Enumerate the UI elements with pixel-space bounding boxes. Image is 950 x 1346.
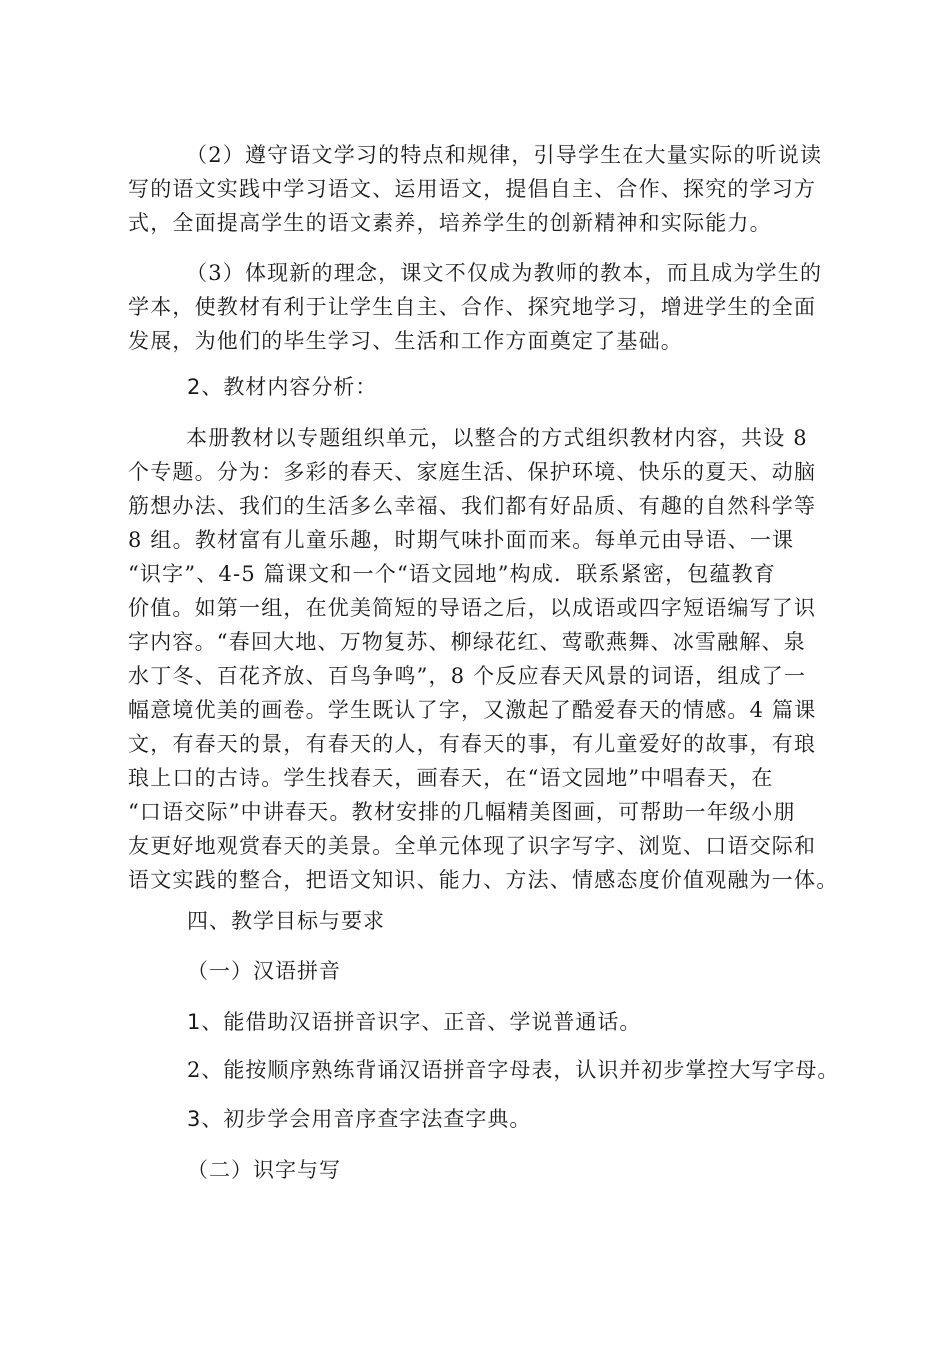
heading-pinyin: （一）汉语拼音 — [187, 959, 341, 983]
text-line: 琅上口的古诗。学生找春天，画春天，在“语文园地”中唱春天，在 — [128, 766, 774, 790]
paragraph-material-analysis — [128, 421, 839, 897]
text-line: 字内容。“春回大地、万物复苏、柳绿花红、莺歌燕舞、冰雪融解、泉 — [128, 630, 806, 654]
heading-literacy: （二）识字与写 — [187, 1158, 341, 1182]
paragraph-principle-2 — [128, 138, 828, 240]
text-line: 文，有春天的景，有春天的人，有春天的事，有儿童爱好的故事，有琅 — [128, 732, 817, 756]
text-line: “识字”、4-5 篇课文和一个“语文园地”构成．联系紧密，包蕴教育 — [128, 562, 777, 586]
text-line: 友更好地观赏春天的美景。全单元体现了识字写字、浏览、口语交际和 — [128, 834, 817, 858]
text-line: （3）体现新的理念，课文不仅成为教师的教本，而且成为学生的 — [186, 261, 823, 285]
text-line: 发展，为他们的毕生学习、生活和工作方面奠定了基础。 — [128, 329, 683, 353]
text-line: 筋想办法、我们的生活多么幸福、我们都有好品质、有趣的自然科学等 — [128, 494, 817, 518]
heading-material-analysis: 2、教材内容分析： — [187, 375, 378, 399]
text-line: 式，全面提高学生的语文素养，培养学生的创新精神和实际能力。 — [128, 211, 772, 235]
list-item-pinyin-3: 3、初步学会用音序查字法查字典。 — [187, 1107, 532, 1131]
text-line: 写的语文实践中学习语文、运用语文，提倡自主、合作、探究的学习方 — [128, 177, 817, 201]
text-line: 幅意境优美的画卷。学生既认了字，又激起了酷爱春天的情感。4 篇课 — [128, 698, 817, 722]
text-line: （2）遵守语文学习的特点和规律，引导学生在大量实际的听说读 — [186, 143, 823, 167]
text-line: 本册教材以专题组织单元，以整合的方式组织教材内容，共设 8 — [186, 426, 808, 450]
text-line: 水丁冬、百花齐放、百鸟争鸣”，8 个反应春天风景的词语，组成了一 — [128, 664, 807, 688]
text-line: “口语交际”中讲春天。教材安排的几幅精美图画，可帮助一年级小朋 — [128, 800, 796, 824]
heading-section-four: 四、教学目标与要求 — [187, 909, 385, 933]
text-line: 语文实践的整合，把语文知识、能力、方法、情感态度价值观融为一体。 — [128, 868, 839, 892]
text-line: 8 组。教材富有儿童乐趣，时期气味扑面而来。每单元由导语、一课 — [128, 528, 795, 552]
list-item-pinyin-1: 1、能借助汉语拼音识字、正音、学说普通话。 — [187, 1010, 642, 1034]
list-item-pinyin-2: 2、能按顺序熟练背诵汉语拼音字母表，认识并初步掌控大写字母。 — [187, 1058, 840, 1082]
text-line: 个专题。分为：多彩的春天、家庭生活、保护环境、快乐的夏天、动脑 — [128, 460, 817, 484]
paragraph-principle-3 — [128, 256, 828, 358]
text-line: 学本，使教材有利于让学生自主、合作、探究地学习，增进学生的全面 — [128, 295, 817, 319]
text-line: 价值。如第一组，在优美简短的导语之后，以成语或四字短语编写了识 — [128, 596, 817, 620]
